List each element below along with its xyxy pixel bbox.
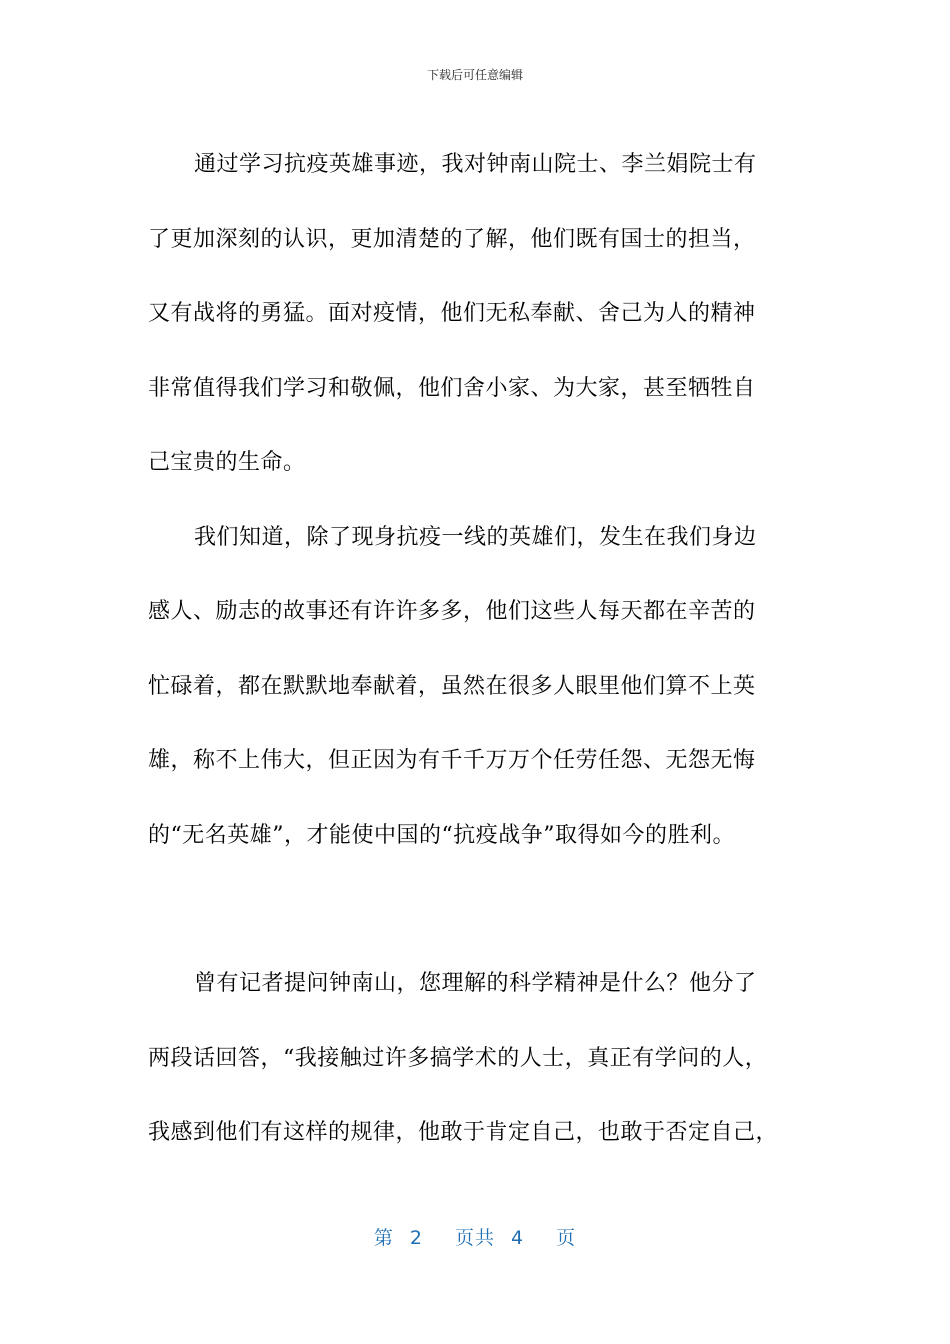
footer-prefix: 第 [373,1227,394,1249]
paragraph-3 [148,947,800,1171]
document-body [148,128,800,1171]
paragraph-1 [148,128,800,501]
paragraph-2-line-1: 我们知道，除了现身抗疫一线的英雄们，发生在我们身边 [194,524,757,550]
paragraph-2-line-5: 的“无名英雄”，才能使中国的“抗疫战争”取得如今的胜利。 [148,822,735,848]
footer-suffix: 页 [556,1227,577,1249]
paragraph-2 [148,501,800,874]
paragraph-3-line-2: 两段话回答，“我接触过许多搞学术的人士，真正有学问的人， [148,1045,768,1071]
paragraph-1-line-5: 己宝贵的生命。 [148,450,306,475]
paragraph-3-line-3: 我感到他们有这样的规律，他敢于肯定自己，也敢于否定自己， [148,1120,779,1145]
paragraph-1-line-2: 了更加深刻的认识，更加清楚的了解，他们既有国士的担当， [148,226,756,252]
paragraph-2-line-4: 雄，称不上伟大，但正因为有千千万万个任劳任怨、无怨无悔 [148,748,756,773]
paragraph-2-line-2: 感人、励志的故事还有许许多多，他们这些人每天都在辛苦的 [148,599,756,624]
page-header-note: 下载后可任意编辑 [426,68,523,82]
footer-current-page: 2 [409,1227,423,1249]
page-footer [0,1226,950,1250]
paragraph-1-line-3: 又有战将的勇猛。面对疫情，他们无私奉献、舍己为人的精神 [148,301,756,326]
footer-middle: 页共 [454,1227,495,1249]
footer-total-pages: 4 [511,1227,525,1249]
paragraph-gap [148,873,800,947]
paragraph-3-line-1: 曾有记者提问钟南山，您理解的科学精神是什么？他分了 [194,971,757,996]
paragraph-1-line-1: 通过学习抗疫英雄事迹，我对钟南山院士、李兰娟院士有 [194,152,757,177]
paragraph-1-line-4: 非常值得我们学习和敬佩，他们舍小家、为大家，甚至牺牲自 [148,375,756,401]
paragraph-2-line-3: 忙碌着，都在默默地奉献着，虽然在很多人眼里他们算不上英 [148,673,756,699]
